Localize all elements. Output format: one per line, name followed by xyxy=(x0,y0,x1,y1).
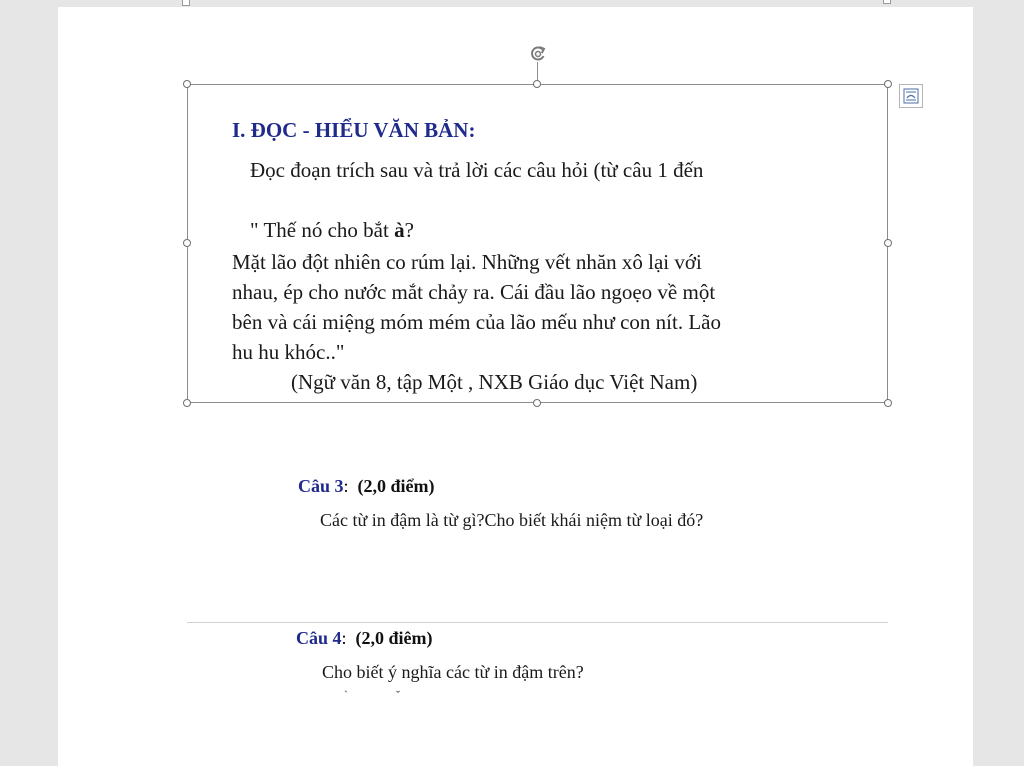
resize-handle-top-left[interactable] xyxy=(183,80,191,88)
quote-line-4: bên và cái miệng móm mém của lão mếu như con nít. Lão xyxy=(232,310,721,334)
quote-line-1-suffix: ? xyxy=(404,218,414,242)
question-4-text: Cho biết ý nghĩa các từ in đậm trên? xyxy=(322,662,584,682)
bold-word: à xyxy=(394,218,405,242)
quote-line-3: nhau, ép cho nước mắt chảy ra. Cái đầu lão ngoẹo về một xyxy=(232,280,716,304)
page-corner-marker-right xyxy=(883,0,891,4)
quote-line-1 xyxy=(250,218,414,243)
rotate-handle-icon[interactable] xyxy=(527,43,549,65)
question-3-colon: : xyxy=(343,476,349,496)
instruction-text: Đọc đoạn trích sau và trả lời các câu hỏi (từ câu 1 đến xyxy=(250,158,704,182)
layout-options-icon[interactable] xyxy=(899,84,923,108)
quote-line-1-prefix: " Thế nó cho bắt xyxy=(250,218,395,242)
question-3-title xyxy=(298,476,435,497)
resize-handle-top-right[interactable] xyxy=(884,80,892,88)
resize-handle-top[interactable] xyxy=(533,80,541,88)
question-4-label: Câu 4 xyxy=(296,628,342,648)
resize-handle-bottom-right[interactable] xyxy=(884,399,892,407)
resize-handle-bottom-left[interactable] xyxy=(183,399,191,407)
resize-handle-right[interactable] xyxy=(884,239,892,247)
question-4-title xyxy=(296,628,433,649)
question-3-label: Câu 3 xyxy=(298,476,344,496)
page-corner-marker xyxy=(182,0,190,6)
question-3-text: Các từ in đậm là từ gì?Cho biết khái niệm từ loại đó? xyxy=(320,510,704,530)
quote-line-5: hu hu khóc.." xyxy=(232,340,345,364)
section-heading: I. ĐỌC - HIỂU VĂN BẢN: xyxy=(232,118,476,142)
resize-handle-left[interactable] xyxy=(183,239,191,247)
source-citation: (Ngữ văn 8, tập Một , NXB Giáo dục Việt Nam) xyxy=(291,370,698,394)
resize-handle-bottom[interactable] xyxy=(533,399,541,407)
stray-mark: ˇ xyxy=(396,688,400,702)
quote-line-2: Mặt lão đột nhiên co rúm lại. Những vết nhăn xô lại với xyxy=(232,250,702,274)
stray-mark: ` xyxy=(344,688,348,702)
question-3-points: (2,0 điểm) xyxy=(357,476,435,496)
page-divider xyxy=(187,622,888,623)
question-4-points: (2,0 điêm) xyxy=(355,628,433,648)
question-4-colon: : xyxy=(341,628,347,648)
